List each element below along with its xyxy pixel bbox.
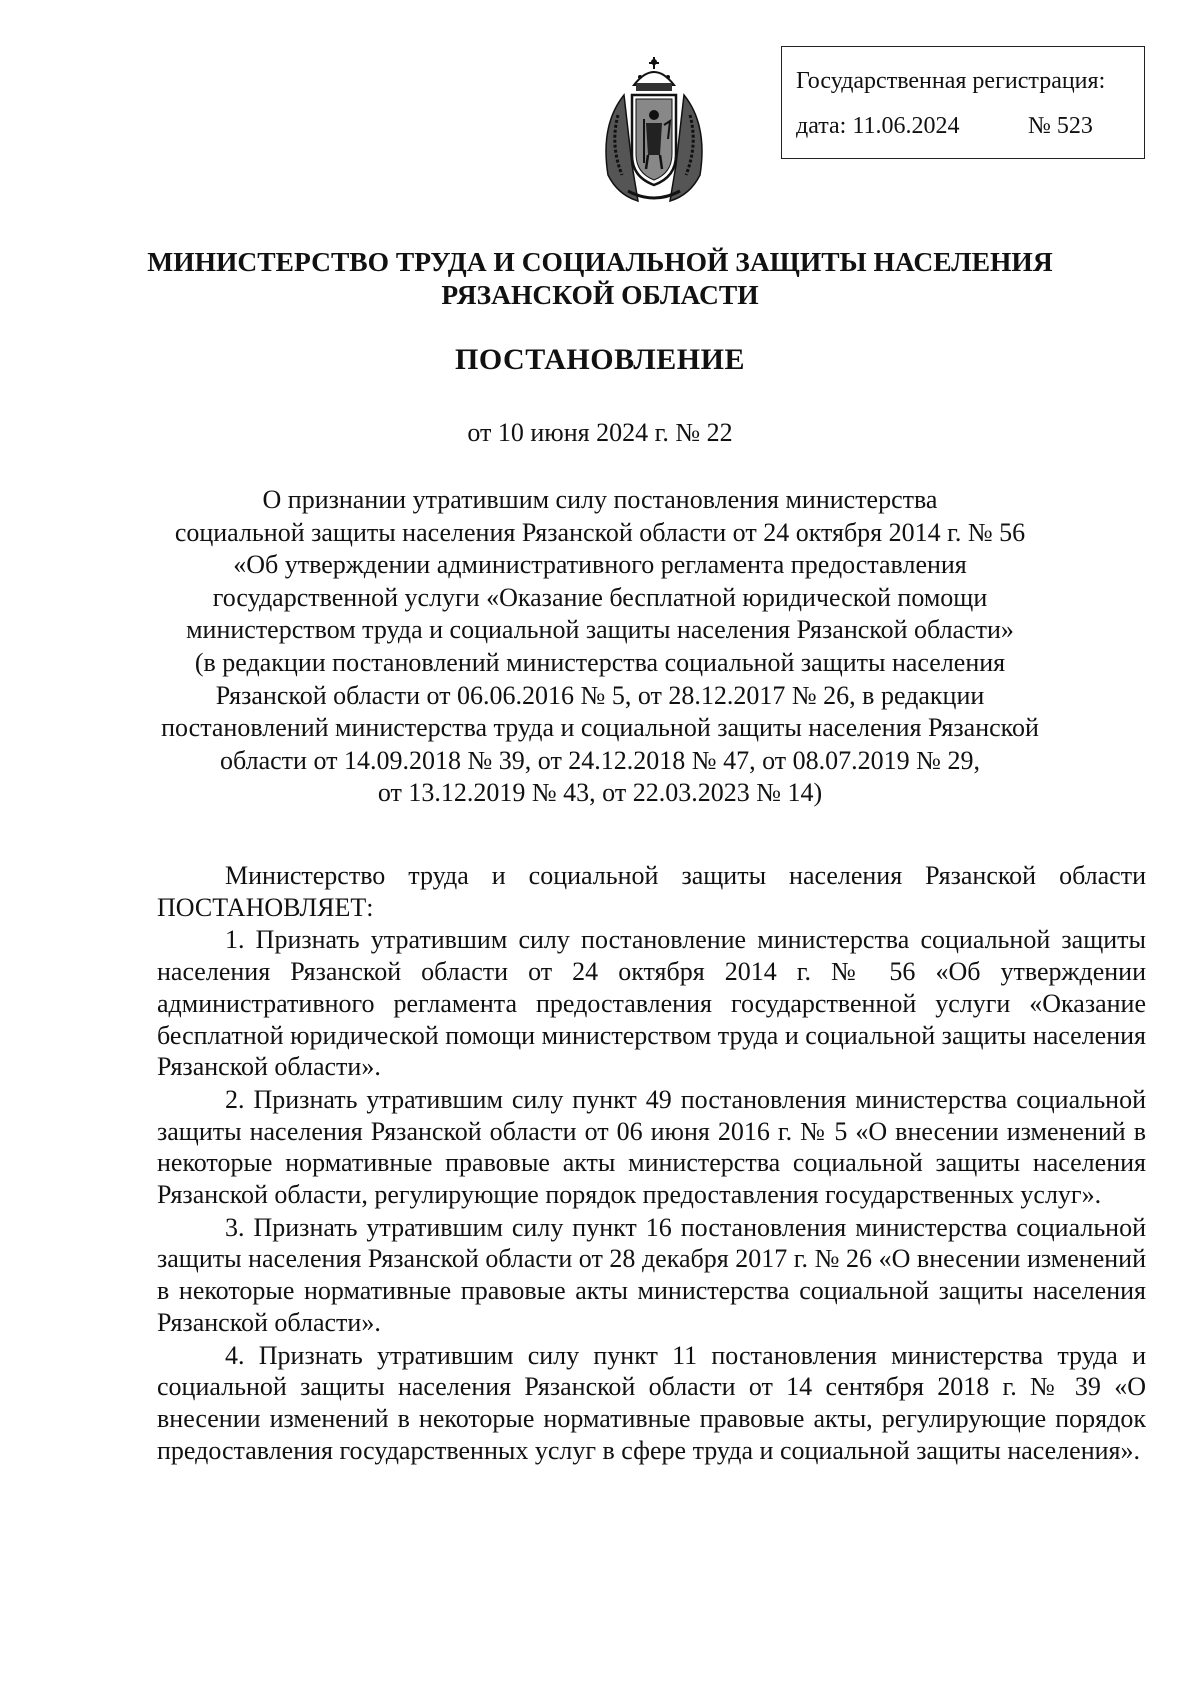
subject-line: «Об утверждении административного регламента предоставления [233,550,967,580]
body-item: 2. Признать утратившим силу пункт 49 постановления министерства социальной защиты населения Рязанской области от 06 июня 2016 г. № 5 «О внесении изменений в некоторые нормативные правовые акты министерства социальной защиты населения Рязанской области, регулирующие порядок предоставления государственных услуг». [157,1084,1146,1210]
state-registration-box [781,46,1145,159]
subject-line: постановлений министерства труда и социальной защиты населения Рязанской [161,713,1039,743]
document-type-title: ПОСТАНОВЛЕНИЕ [455,343,745,376]
subject-line: области от 14.09.2018 № 39, от 24.12.2018 № 47, от 08.07.2019 № 29, [220,745,980,775]
registration-date: дата: 11.06.2024 [796,113,960,139]
document-subject [80,484,1120,810]
subject-line: министерством труда и социальной защиты населения Рязанской области» [186,615,1014,645]
ministry-heading [0,245,1200,311]
body-item: 1. Признать утратившим силу постановление министерства социальной защиты населения Рязанской области от 24 октября 2014 г. № 56 «Об утверждении административного регламента предоставления государственной услуги «Оказание бесплатной юридической помощи министерством труда и социальной защиты населения Рязанской области». [157,925,1146,1082]
ministry-heading-line: МИНИСТЕРСТВО ТРУДА И СОЦИАЛЬНОЙ ЗАЩИТЫ НАСЕЛЕНИЯ [147,246,1053,277]
document-date-number: от 10 июня 2024 г. № 22 [467,418,733,447]
subject-line: от 13.12.2019 № 43, от 22.03.2023 № 14) [377,778,823,808]
subject-line: О признании утратившим силу постановления министерства [262,485,938,514]
subject-line: социальной защиты населения Рязанской области от 24 октября 2014 г. № 56 [174,517,1026,547]
coat-of-arms-emblem [588,55,720,205]
body-item: 4. Признать утратившим силу пункт 11 постановления министерства труда и социальной защиты населения Рязанской области от 14 сентября 2018 г. № 39 «О внесении изменений в некоторые нормативные правовые акты, регулирующие порядок предоставления государственных услуг в сфере труда и социальной защиты населения». [157,1340,1146,1465]
document-body [157,860,1146,1466]
subject-line: Рязанской области от 06.06.2016 № 5, от 28.12.2017 № 26, в редакции [215,680,985,710]
body-item: 3. Признать утратившим силу пункт 16 постановления министерства социальной защиты населения Рязанской области от 28 декабря 2017 г. № 26 «О внесении изменений в некоторые нормативные правовые акты министерства социальной защиты населения Рязанской области». [157,1212,1146,1337]
body-preamble: Министерство труда и социальной защиты населения Рязанской области ПОСТАНОВЛЯЕТ: [157,861,1146,922]
subject-line: (в редакции постановлений министерства социальной защиты населения [194,647,1006,677]
ministry-heading-line: РЯЗАНСКОЙ ОБЛАСТИ [441,279,759,310]
subject-line: государственной услуги «Оказание бесплатной юридической помощи [212,582,988,612]
registration-number: № 523 [1028,113,1093,139]
registration-title: Государственная регистрация: [796,68,1106,94]
